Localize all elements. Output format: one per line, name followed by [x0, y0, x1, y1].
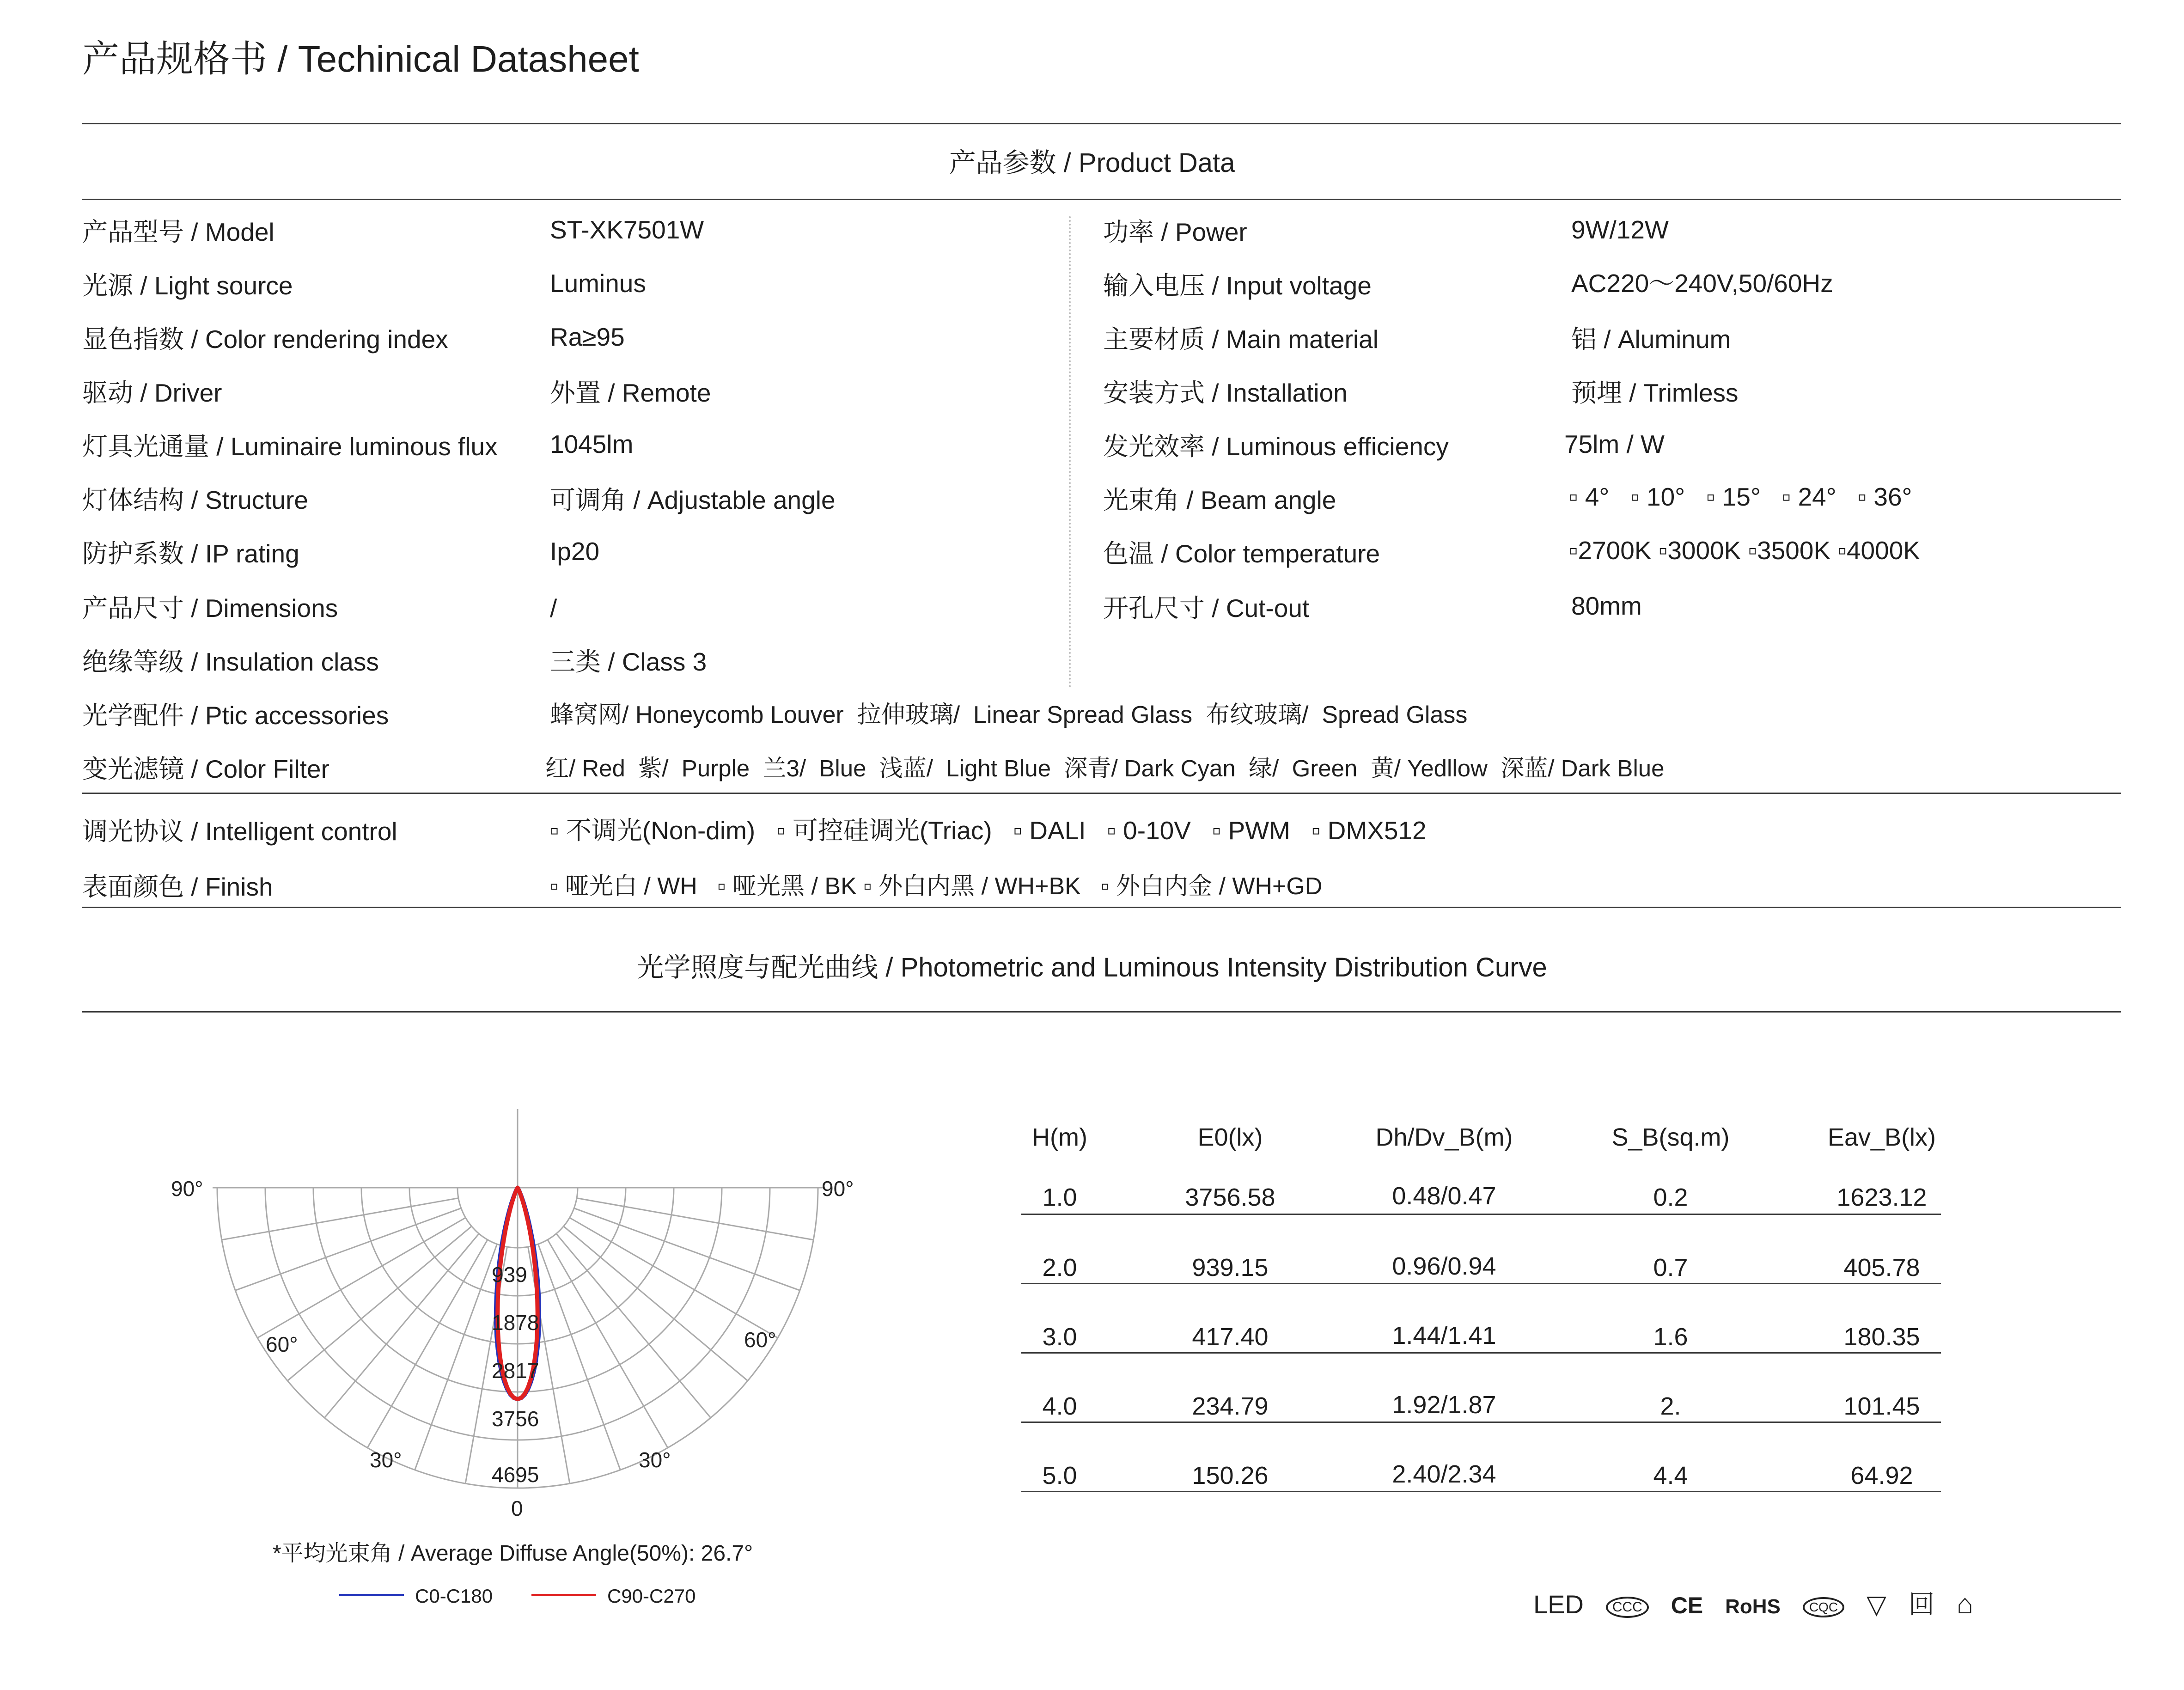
- table-cell: 1.6: [1653, 1323, 1688, 1351]
- radial-tick-label: 1878: [492, 1311, 539, 1335]
- polar-spoke: [235, 1208, 461, 1290]
- spec-label-cri: 显色指数 / Color rendering index: [82, 325, 448, 354]
- polar-spoke: [538, 1244, 620, 1470]
- spec-label-color-temperature: 色温 / Color temperature: [1103, 539, 1380, 568]
- divider: [82, 1011, 2121, 1013]
- table-cell: 1623.12: [1836, 1184, 1927, 1211]
- radial-tick-label: 2817: [492, 1359, 539, 1383]
- legend-swatch-c0: [339, 1594, 404, 1596]
- polar-spoke: [556, 1234, 711, 1418]
- angle-tick-label: 60°: [744, 1328, 776, 1352]
- divider: [82, 907, 2121, 908]
- spec-label-input-voltage: 输入电压 / Input voltage: [1103, 271, 1372, 300]
- table-cell: 234.79: [1192, 1392, 1269, 1420]
- table-cell: 0.96/0.94: [1392, 1252, 1496, 1280]
- row-divider: [1021, 1352, 1941, 1354]
- angle-tick-label: 90°: [822, 1177, 854, 1201]
- page-title: 产品规格书 / Techinical Datasheet: [82, 38, 639, 79]
- table-header-dh-dv: Dh/Dv_B(m): [1375, 1123, 1513, 1151]
- table-cell: 1.44/1.41: [1392, 1322, 1496, 1349]
- table-cell: 2.: [1660, 1392, 1681, 1420]
- divider: [82, 123, 2121, 124]
- polar-spoke: [577, 1198, 813, 1240]
- row-divider: [1021, 1491, 1941, 1492]
- spec-value-finish[interactable]: ▫ 哑光白 / WH ▫ 哑光黑 / BK ▫ 外白内黑 / WH+BK ▫ 外白内金 / WH+GD: [550, 873, 1323, 900]
- spec-label-beam-angle: 光束角 / Beam angle: [1103, 486, 1336, 514]
- polar-spoke: [287, 1226, 471, 1381]
- spec-value-cut-out: 80mm: [1571, 592, 1642, 620]
- table-cell: 1.92/1.87: [1392, 1391, 1496, 1419]
- table-cell: 0.48/0.47: [1392, 1182, 1496, 1210]
- spec-label-cut-out: 开孔尺寸 / Cut-out: [1103, 594, 1310, 622]
- spec-label-ip-rating: 防护系数 / IP rating: [82, 539, 299, 568]
- indoor-use-mark-icon: ⌂: [1956, 1588, 1974, 1619]
- spec-label-dimensions: 产品尺寸 / Dimensions: [82, 594, 338, 622]
- spec-value-structure: 可调角 / Adjustable angle: [550, 486, 836, 514]
- rohs-mark-icon: RoHS: [1725, 1595, 1781, 1618]
- angle-tick-label: 60°: [266, 1332, 298, 1356]
- spec-value-power: 9W/12W: [1571, 215, 1669, 244]
- spec-label-finish: 表面颜色 / Finish: [82, 872, 273, 901]
- divider: [82, 793, 2121, 794]
- polar-spoke: [324, 1234, 479, 1418]
- spec-label-material: 主要材质 / Main material: [1103, 325, 1379, 354]
- table-cell: 0.2: [1653, 1184, 1688, 1211]
- legend-swatch-c90: [531, 1594, 596, 1596]
- spec-value-color-temperature[interactable]: ▫2700K ▫3000K ▫3500K ▫4000K: [1569, 536, 1920, 565]
- polar-distribution-chart: [153, 1086, 883, 1520]
- spec-label-intelligent-control: 调光协议 / Intelligent control: [82, 817, 397, 846]
- table-cell: 4.4: [1653, 1462, 1688, 1489]
- radial-tick-label: 4695: [492, 1463, 539, 1487]
- row-divider: [1021, 1214, 1941, 1215]
- spec-value-beam-angle[interactable]: ▫ 4° ▫ 10° ▫ 15° ▫ 24° ▫ 36°: [1569, 482, 1912, 511]
- polar-spoke: [574, 1208, 800, 1290]
- spec-label-accessories: 光学配件 / Ptic accessories: [82, 701, 389, 730]
- spec-value-model: ST-XK7501W: [550, 215, 704, 244]
- table-header-s-b: S_B(sq.m): [1611, 1123, 1730, 1151]
- polar-labels: [171, 1177, 854, 1520]
- polar-spoke: [415, 1244, 497, 1470]
- average-angle-note: *平均光束角 / Average Diffuse Angle(50%): 26.7°: [273, 1541, 753, 1566]
- angle-tick-label: 0: [511, 1496, 523, 1520]
- certification-marks: [1533, 1584, 1989, 1621]
- table-header-h: H(m): [1032, 1123, 1087, 1151]
- spec-value-dimensions: /: [550, 594, 557, 622]
- radial-tick-label: 939: [492, 1263, 527, 1287]
- spec-value-accessories: 蜂窝网/ Honeycomb Louver 拉伸玻璃/ Linear Spread Glass 布纹玻璃/ Spread Glass: [550, 702, 1468, 728]
- spec-value-intelligent-control[interactable]: ▫ 不调光(Non-dim) ▫ 可控硅调光(Triac) ▫ DALI ▫ 0-10V ▫ PWM ▫ DMX512: [550, 816, 1427, 845]
- spec-label-power: 功率 / Power: [1103, 218, 1247, 246]
- table-cell: 939.15: [1192, 1254, 1269, 1281]
- spec-label-color-filter: 变光滤镜 / Color Filter: [82, 755, 329, 783]
- table-cell: 3756.58: [1185, 1184, 1275, 1211]
- spec-label-luminous-flux: 灯具光通量 / Luminaire luminous flux: [82, 432, 498, 461]
- spec-value-insulation: 三类 / Class 3: [550, 647, 707, 676]
- spec-value-efficiency: 75lm / W: [1564, 430, 1665, 458]
- legend-label-c90: C90-C270: [607, 1585, 696, 1607]
- spec-value-light-source: Luminus: [550, 269, 646, 298]
- table-cell: 4.0: [1042, 1392, 1077, 1420]
- table-cell: 1.0: [1042, 1184, 1077, 1211]
- class-ii-mark-icon: 回: [1908, 1590, 1934, 1619]
- row-divider: [1021, 1283, 1941, 1284]
- table-cell: 417.40: [1192, 1323, 1269, 1351]
- angle-tick-label: 30°: [639, 1448, 671, 1472]
- polar-spoke: [222, 1198, 458, 1240]
- spec-value-material: 铝 / Aluminum: [1571, 325, 1731, 354]
- table-cell: 150.26: [1192, 1462, 1269, 1489]
- cqc-mark-icon: CQC: [1803, 1597, 1844, 1617]
- table-cell: 405.78: [1843, 1254, 1920, 1281]
- table-cell: 0.7: [1653, 1254, 1688, 1281]
- angle-tick-label: 90°: [171, 1177, 203, 1201]
- table-cell: 180.35: [1843, 1323, 1920, 1351]
- table-cell: 64.92: [1850, 1462, 1913, 1489]
- table-cell: 2.0: [1042, 1254, 1077, 1281]
- spec-value-driver: 外置 / Remote: [550, 378, 711, 407]
- spec-value-installation: 预埋 / Trimless: [1571, 378, 1739, 407]
- table-cell: 5.0: [1042, 1462, 1077, 1489]
- spec-label-driver: 驱动 / Driver: [82, 378, 222, 407]
- table-header-eav: Eav_B(lx): [1827, 1123, 1936, 1151]
- ce-mark-icon: CE: [1671, 1592, 1703, 1618]
- row-divider: [1021, 1422, 1941, 1423]
- spec-value-cri: Ra≥95: [550, 323, 625, 351]
- f-mark-icon: ▽: [1866, 1590, 1887, 1619]
- spec-value-color-filter: 红/ Red 紫/ Purple 兰3/ Blue 浅蓝/ Light Blue 深青/ Dark Cyan 绿/ Green 黄/ Yedllow 深蓝/ Dark Blue: [545, 755, 1665, 781]
- spec-label-insulation: 绝缘等级 / Insulation class: [82, 647, 379, 676]
- spec-label-model: 产品型号 / Model: [82, 218, 275, 246]
- table-cell: 3.0: [1042, 1323, 1077, 1351]
- table-cell: 101.45: [1843, 1392, 1920, 1420]
- radial-tick-label: 3756: [492, 1407, 539, 1431]
- table-cell: 2.40/2.34: [1392, 1460, 1496, 1488]
- divider: [82, 199, 2121, 200]
- spec-value-ip-rating: Ip20: [550, 537, 600, 566]
- photometric-heading: 光学照度与配光曲线 / Photometric and Luminous Intensity Distribution Curve: [637, 952, 1547, 982]
- spec-label-installation: 安装方式 / Installation: [1103, 378, 1348, 407]
- polar-spoke: [564, 1226, 748, 1381]
- spec-label-structure: 灯体结构 / Structure: [82, 486, 308, 514]
- column-divider: [1069, 216, 1071, 688]
- polar-grid: [213, 1109, 823, 1488]
- spec-label-efficiency: 发光效率 / Luminous efficiency: [1103, 432, 1449, 461]
- spec-label-light-source: 光源 / Light source: [82, 271, 293, 300]
- legend-label-c0: C0-C180: [415, 1585, 493, 1607]
- spec-value-input-voltage: AC220～240V,50/60Hz: [1571, 269, 1833, 298]
- angle-tick-label: 30°: [370, 1448, 402, 1472]
- product-data-heading: 产品参数 / Product Data: [949, 148, 1235, 178]
- spec-value-luminous-flux: 1045lm: [550, 430, 634, 458]
- led-mark-icon: LED: [1533, 1590, 1584, 1619]
- table-header-e0: E0(lx): [1197, 1123, 1263, 1151]
- ccc-mark-icon: CCC: [1606, 1597, 1649, 1618]
